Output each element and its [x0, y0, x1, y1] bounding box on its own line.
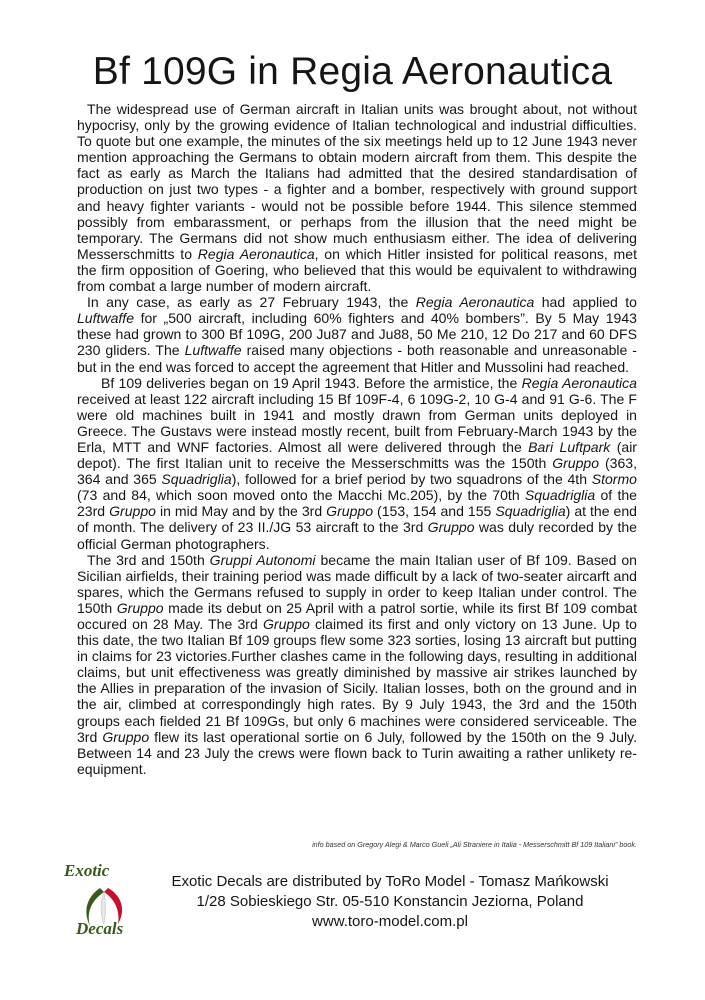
text-run: received at least 122 aircraft including 15 Bf 109F-4, 6 109G-2, 10 G-4 and 91 G-6. The F were old machines built in 1941 and mostly drawn from German units deployed in Greece. The Gustavs were instead mostly recent, built from February-March 1943 by the Erla, MTT and WNF factories. Almost all were delivered through the: [77, 390, 637, 455]
text-run: was duly recorded by the official German photographers.: [77, 519, 637, 552]
italic-term: Squadriglia: [495, 503, 566, 520]
text-run: (air depot). The first Italian unit to receive the Messerschmitts was the 150th: [77, 438, 637, 472]
text-run: (153, 154 and 155: [373, 503, 496, 520]
italic-term: Gruppo: [262, 616, 310, 632]
text-run: made its debut on 25 April with a patrol sortie, while its first Bf 109 combat occured on 28 May. The 3rd: [77, 599, 637, 632]
text-run: became the main Italian user of Bf 109. Based on Sicilian airfields, their training period was made difficult by a lack of two-seater aircarft and spares, which the Germans refused to supply in order to keep Italian under control. The 150th: [77, 551, 637, 616]
text-run: flew its last operational sortie on 6 July, followed by the 150th on the 9 July. Between 14 and 23 July the crews were flown back to Turin awaiting a rather unlikety re-equipment.: [77, 728, 637, 777]
footer-website-link[interactable]: www.toro-model.com.pl: [312, 913, 468, 930]
italic-term: Gruppo: [116, 599, 164, 616]
footer-line-address: 1/28 Sobieskiego Str. 05-510 Konstancin Jeziorna, Poland: [196, 893, 584, 910]
distributor-footer: [150, 872, 630, 932]
italic-term: Regia Aeronautica: [415, 294, 535, 311]
source-note: info based on Gregory Alegi & Marco Gueli „Ali Straniere in Italia - Messerschmitt Bf 109 Italiani” book.: [312, 840, 637, 849]
page-title: Bf 109G in Regia Aeronautica: [92, 50, 613, 93]
italic-term: Gruppo: [552, 455, 600, 472]
exotic-decals-logo: [60, 858, 148, 938]
text-run: , on which Hitler insisted for political reasons, met the firm opposition of Goering, who believed that this would be equivalent to withdrawing from combat a large number of modern aircraft.: [77, 245, 637, 295]
text-run: The widespread use of German aircraft in Italian units was brought about, not without hypocrisy, only by the growing evidence of Italian technological and industrial difficulties. To quote but one example, the minutes of the six meetings held up to 12 June 1943 never mention approaching the Germans to obtain modern aircraft from them. This despite the fact as early as March the Italians had admitted that the desired standardisation of production on just two types - a fighter and a bomber, respectively with ground support and heavy fighter variants - would not be possible before 1944. This silence stemmed possibly from embarassment, or perhaps from the illusion that the need might be temporary. The Germans did not show much enthusiasm either. The idea of delivering Messerschmitts to: [77, 101, 637, 262]
italic-term: Gruppi Autonomi: [209, 551, 316, 568]
text-run: had applied to: [534, 294, 637, 311]
text-run: in mid May and by the 3rd: [155, 503, 327, 520]
italic-term: Gruppo: [109, 503, 156, 520]
text-run: ) at the end of month. The delivery of 23 II./JG 53 aircraft to the 3rd: [77, 503, 637, 536]
italic-term: Squadriglia: [161, 471, 232, 488]
text-run: claimed its first and only victory on 13 June. Up to this date, the two Italian Bf 109 groups flew some 323 sorties, losing 13 aircraft but putting in claims for 23 victories.Further clashes came in the following days, resulting in additional claims, but unit effectiveness was greatly diminished by massive air strikes launched by the Allies in preparation of the invasion of Sicily. Italian losses, both on the ground and in the air, climbed at correspondingly high rates. By 9 July 1943, the 3rd and the 150th groups each fielded 21 Bf 109Gs, but only 6 machines were considered serviceable. The 3rd: [77, 616, 637, 745]
article-paragraph: [77, 294, 637, 374]
article-paragraph: [77, 101, 637, 294]
text-run: (73 and 84, which soon moved onto the Macchi Mc.205), by the 70th: [77, 487, 525, 504]
italic-term: Regia Aeronautica: [197, 245, 315, 262]
italic-term: Squadriglia: [524, 487, 596, 504]
italic-term: Regia Aeronautica: [521, 374, 637, 391]
italic-term: Gruppo: [427, 519, 475, 536]
italic-term: Luftwaffe: [184, 342, 242, 359]
text-run: Bf 109 deliveries began on 19 April 1943. Before the armistice, the: [101, 374, 522, 391]
article-paragraph: [77, 375, 637, 552]
italic-term: Luftwaffe: [77, 310, 135, 327]
italic-term: Bari Luftpark: [528, 438, 611, 455]
text-run: of the 23rd: [77, 487, 637, 520]
text-run: raised many objections - both reasonable and unreasonable - but in the end was forced to accept the agreement that Hitler and Mussolini had reached.: [77, 342, 637, 375]
text-run: for „500 aircraft, including 60% fighters and 40% bombers”. By 5 May 1943 these had grown to 300 Bf 109G, 200 Ju87 and Ju88, 50 Me 210, 12 Do 217 and 60 DFS 230 gliders. The: [77, 310, 637, 359]
italic-term: Gruppo: [326, 503, 374, 520]
footer-line-distributor: Exotic Decals are distributed by ToRo Model - Tomasz Mańkowski: [171, 873, 609, 890]
text-run: (363, 364 and 365: [77, 455, 637, 488]
article-paragraph: [77, 552, 637, 777]
text-run: In any case, as early as 27 February 1943, the: [87, 294, 416, 311]
logo-bottom-word: Decals: [76, 919, 124, 938]
italic-term: Stormo: [591, 471, 637, 488]
logo-top-word: Exotic: [64, 861, 110, 880]
italic-term: Gruppo: [102, 728, 150, 745]
text-run: ), followed for a brief period by two squadrons of the 4th: [231, 471, 592, 488]
text-run: The 3rd and 150th: [87, 551, 210, 568]
article-body: [77, 101, 637, 777]
